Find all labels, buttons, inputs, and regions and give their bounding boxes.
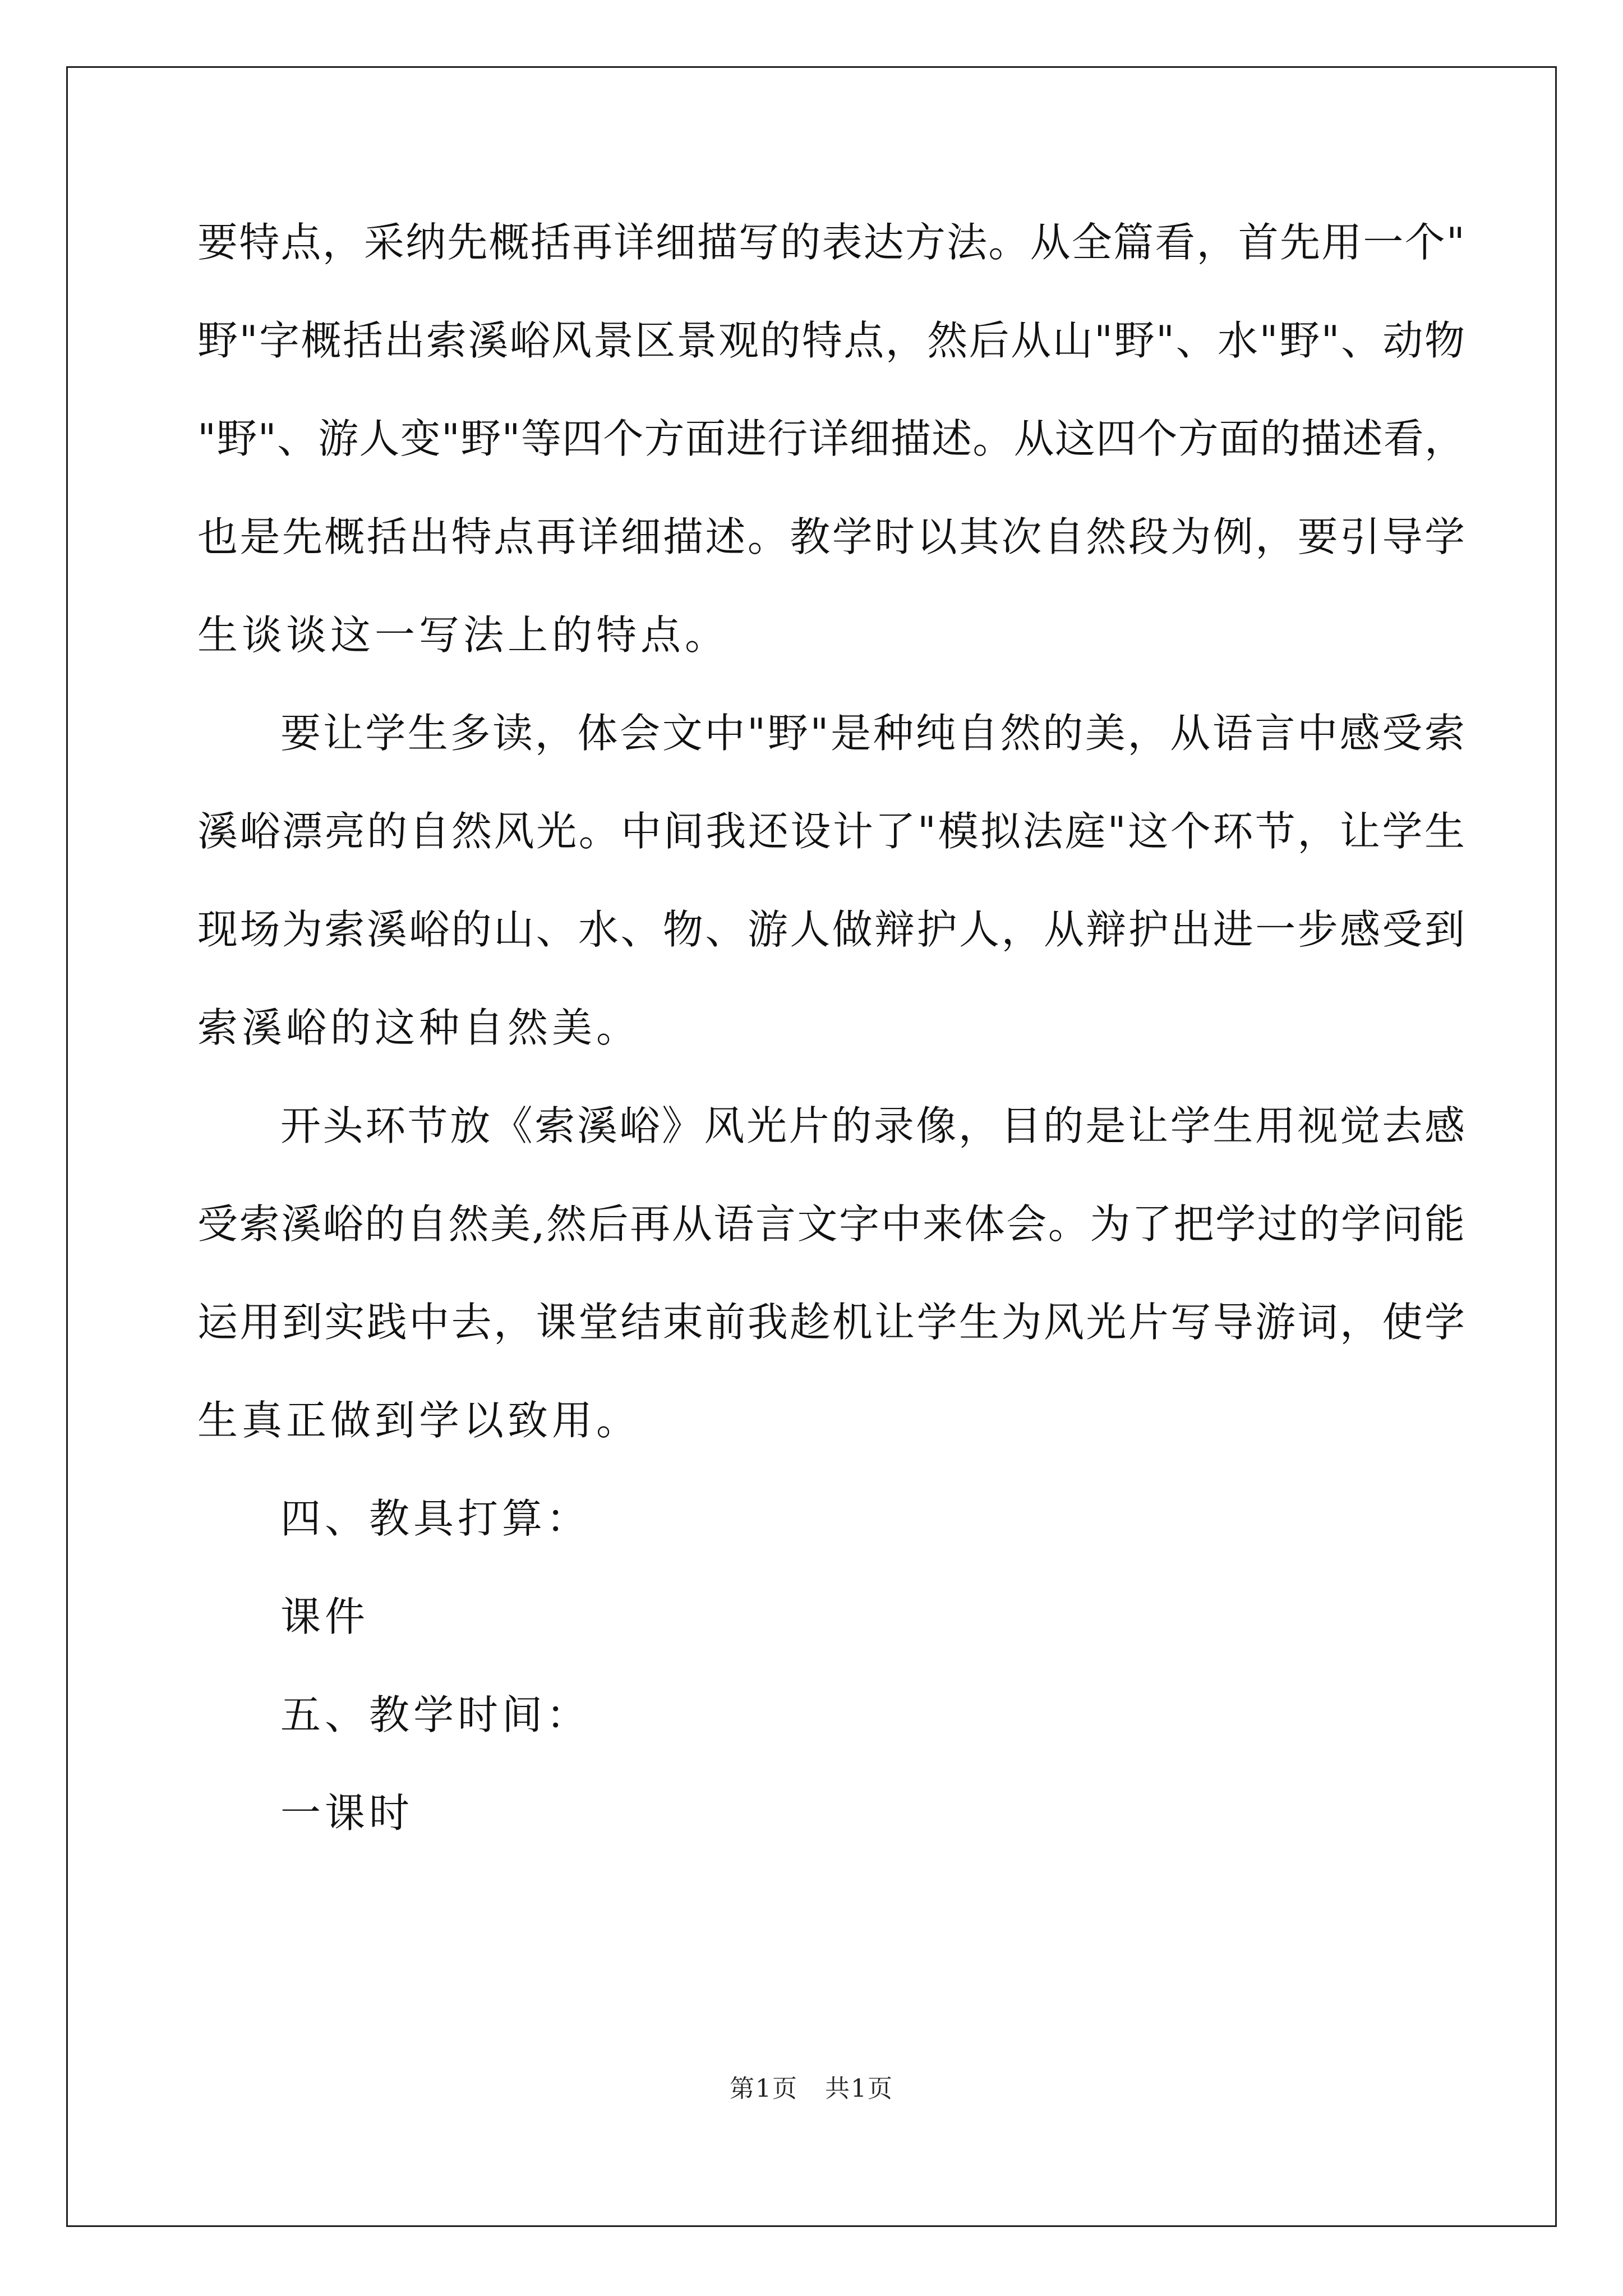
text-line: 现场为索溪峪的山、水、物、游人做辩护人，从辩护出进一步感受到 [197, 906, 1465, 953]
text-line: 生真正做到学以致用。 [197, 1397, 641, 1444]
text-line: 受索溪峪的自然美,然后再从语言文字中来体会。为了把学过的学问能 [197, 1200, 1465, 1248]
text-line: 要特点，采纳先概括再详细描写的表达方法。从全篇看，首先用一个" [197, 219, 1465, 266]
paragraph-first-line: 要让学生多读，体会文中"野"是种纯自然的美，从语言中感受索 [280, 710, 1465, 757]
text-line: 课件 [280, 1593, 370, 1640]
paragraph-first-line: 开头环节放《索溪峪》风光片的录像，目的是让学生用视觉去感 [280, 1102, 1465, 1149]
text-line: 生谈谈这一写法上的特点。 [197, 611, 730, 659]
section-heading: 五、教学时间： [280, 1691, 591, 1738]
text-line: 运用到实践中去，课堂结束前我趁机让学生为风光片写导游词，使学 [197, 1299, 1465, 1346]
section-heading: 四、教具打算： [280, 1495, 591, 1542]
text-line: 一课时 [280, 1789, 414, 1837]
page-footer: 第1页 共1页 [730, 2074, 893, 2103]
text-line: 野"字概括出索溪峪风景区景观的特点，然后从山"野"、水"野"、动物 [197, 317, 1465, 364]
text-line: "野"、游人变"野"等四个方面进行详细描述。从这四个方面的描述看， [197, 415, 1465, 462]
text-line: 溪峪漂亮的自然风光。中间我还设计了"模拟法庭"这个环节，让学生 [197, 808, 1465, 855]
text-line: 索溪峪的这种自然美。 [197, 1004, 641, 1051]
text-line: 也是先概括出特点再详细描述。教学时以其次自然段为例，要引导学 [197, 513, 1465, 560]
